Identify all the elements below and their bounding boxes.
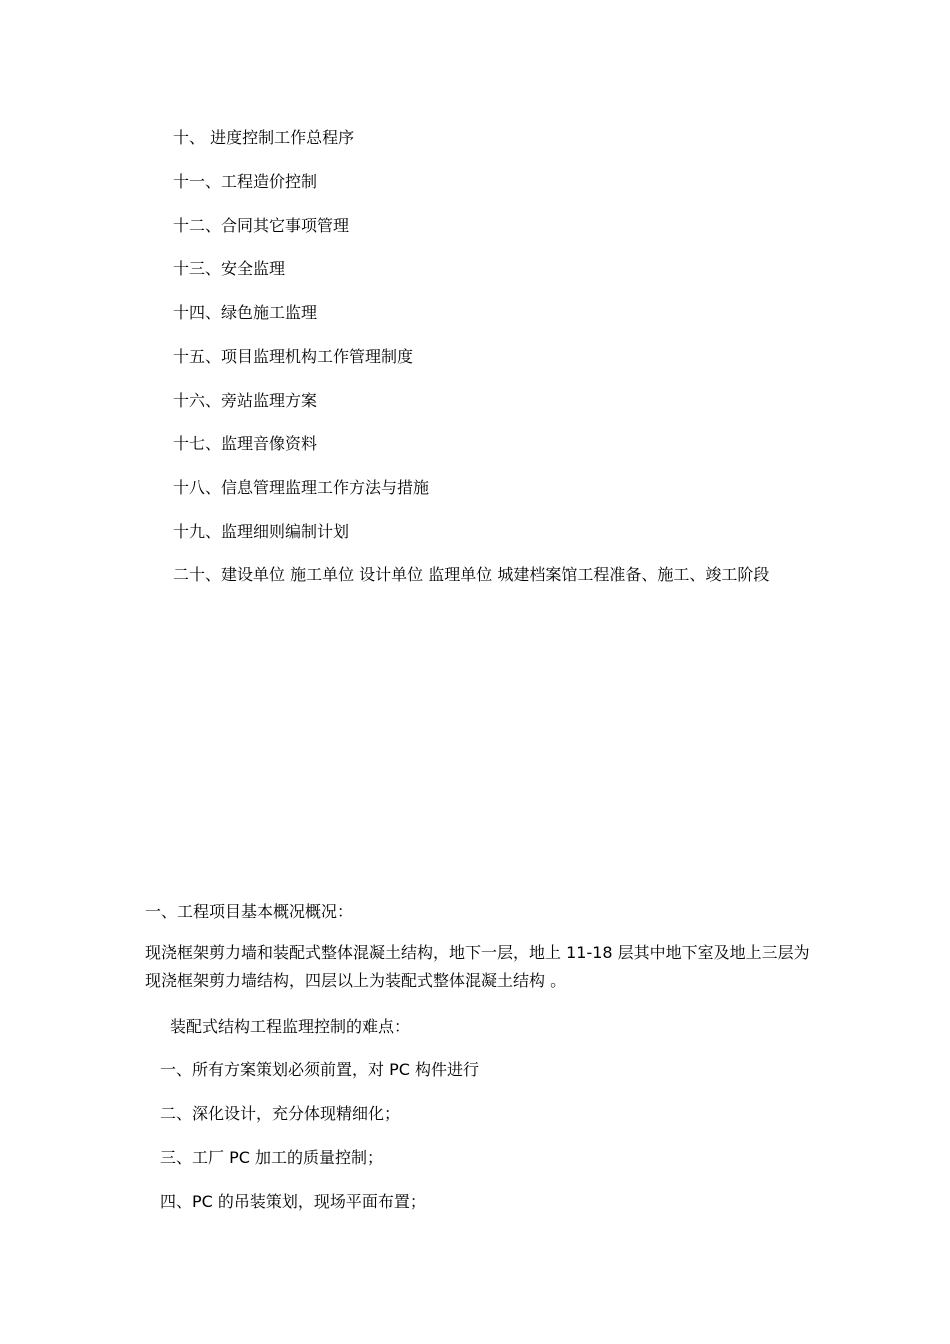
toc-item-11: 十一、工程造价控制 [173,172,318,191]
toc-item-14: 十四、绿色施工监理 [173,303,318,322]
toc-item-18: 十八、信息管理监理工作方法与措施 [173,478,430,497]
toc-item-19: 十九、监理细则编制计划 [173,522,350,541]
difficulty-item-1: 一、所有方案策划必须前置，对 PC 构件进行 [160,1060,479,1079]
toc-item-10: 十、 进度控制工作总程序 [173,128,355,147]
toc-item-20: 二十、建设单位 施工单位 设计单位 监理单位 城建档案馆工程准备、施工、竣工阶段 [173,565,770,584]
toc-item-12: 十二、合同其它事项管理 [173,216,350,235]
overview-paragraph: 现浇框架剪力墙和装配式整体混凝土结构，地下一层，地上 11-18 层其中地下室及地上三层为现浇框架剪力墙结构，四层以上为装配式整体混凝土结构 。 [145,943,810,990]
toc-item-17: 十七、监理音像资料 [173,434,318,453]
section-heading: 一、工程项目基本概况概况： [145,902,354,921]
toc-item-13: 十三、安全监理 [173,259,286,278]
toc-item-16: 十六、旁站监理方案 [173,391,318,410]
difficulties-title: 装配式结构工程监理控制的难点： [170,1017,411,1036]
difficulty-item-3: 三、工厂 PC 加工的质量控制； [160,1148,383,1167]
difficulty-item-4: 四、PC 的吊装策划，现场平面布置； [160,1192,426,1211]
difficulty-item-2: 二、深化设计，充分体现精细化； [160,1104,401,1123]
toc-item-15: 十五、项目监理机构工作管理制度 [173,347,414,366]
